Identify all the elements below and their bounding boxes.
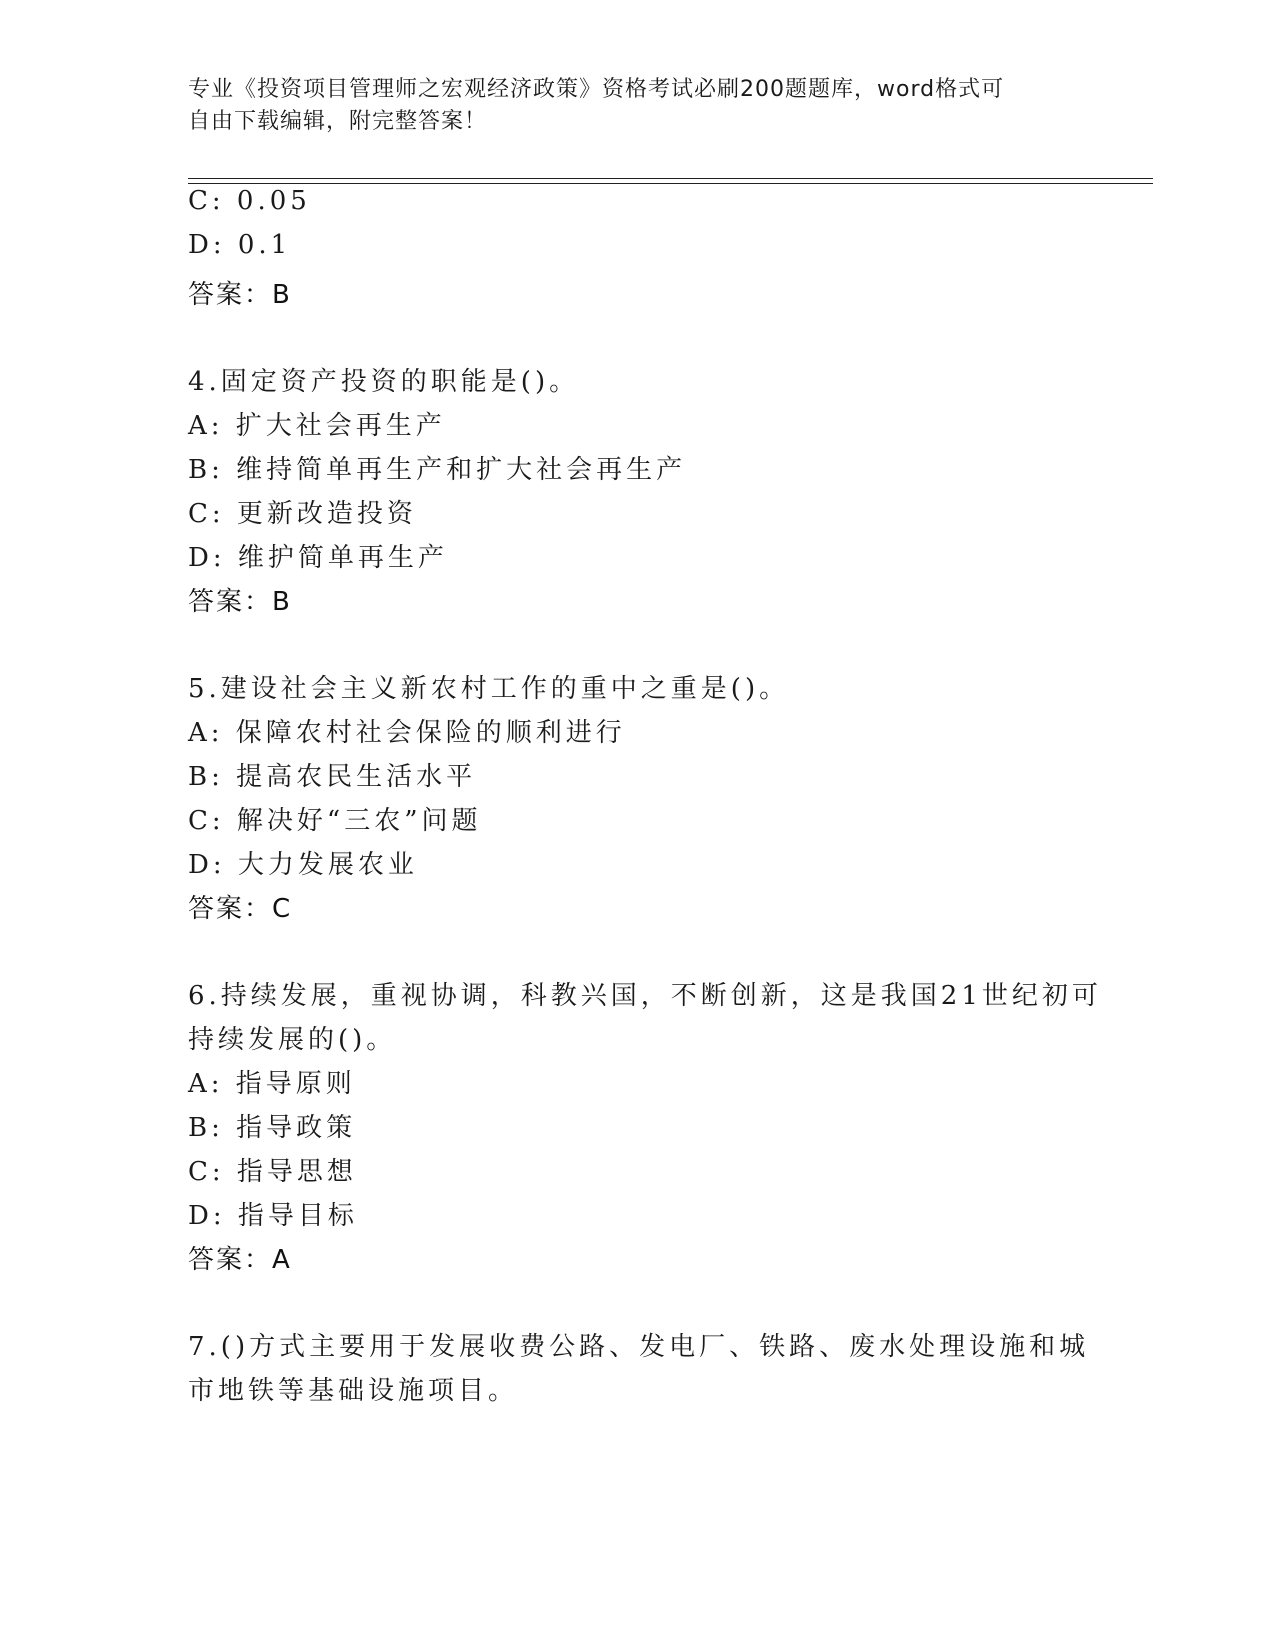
q4-question: 4.固定资产投资的职能是()。 (188, 367, 580, 397)
q5-question: 5.建设社会主义新农村工作的重中之重是()。 (188, 674, 790, 704)
q6-option-d: D: 指导目标 (188, 1201, 358, 1231)
document-header (188, 74, 1068, 138)
q6-option-a: A: 指导原则 (188, 1069, 356, 1099)
q4-option-b: B: 维持简单再生产和扩大社会再生产 (188, 455, 687, 485)
q5-option-d: D: 大力发展农业 (188, 850, 418, 880)
header-line-2: 自由下载编辑，附完整答案！ (188, 109, 488, 134)
q7-question-line-1: 7.()方式主要用于发展收费公路、发电厂、铁路、废水处理设施和城 (188, 1332, 1090, 1362)
q5-answer: 答案：C (188, 894, 293, 924)
q3-option-c: C: 0.05 (188, 186, 311, 216)
q5-option-a: A: 保障农村社会保险的顺利进行 (188, 718, 626, 748)
q4-answer: 答案：B (188, 587, 292, 617)
q7-question-line-2: 市地铁等基础设施项目。 (188, 1376, 519, 1406)
q6-question-line-1: 6.持续发展，重视协调，科教兴国，不断创新，这是我国21世纪初可 (188, 981, 1102, 1011)
q3-option-d: D: 0.1 (188, 230, 292, 260)
header-divider-bottom (188, 183, 1153, 184)
header-divider-top (188, 178, 1153, 179)
q6-option-b: B: 指导政策 (188, 1113, 357, 1143)
q5-option-c: C: 解决好“三农”问题 (188, 806, 482, 836)
q3-answer: 答案：B (188, 280, 292, 310)
q4-option-a: A: 扩大社会再生产 (188, 411, 446, 441)
q4-option-c: C: 更新改造投资 (188, 499, 417, 529)
q6-answer: 答案：A (188, 1245, 292, 1275)
q6-question-line-2: 持续发展的()。 (188, 1025, 397, 1055)
header-line-1: 专业《投资项目管理师之宏观经济政策》资格考试必刷200题题库，word格式可 (188, 77, 1005, 102)
q4-option-d: D: 维护简单再生产 (188, 543, 448, 573)
q5-option-b: B: 提高农民生活水平 (188, 762, 477, 792)
q6-option-c: C: 指导思想 (188, 1157, 357, 1187)
